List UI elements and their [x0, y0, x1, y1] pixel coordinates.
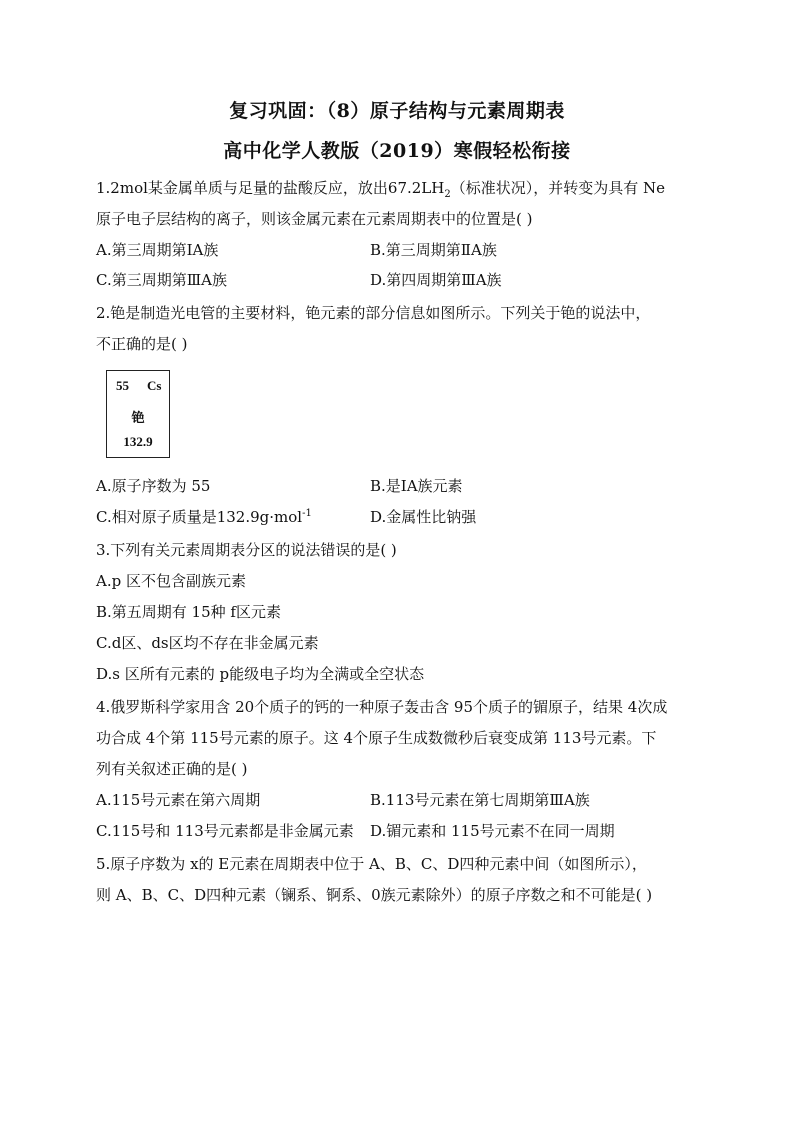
- question-4-option-b: B.113号元素在第七周期第ⅢA族: [370, 791, 590, 809]
- question-1-subscript: 2: [444, 189, 451, 200]
- question-1-line-2: 原子电子层结构的离子，则该金属元素在元素周期表中的位置是( ): [96, 210, 533, 228]
- question-1-line-1: [96, 178, 665, 198]
- question-1-text-a: 1.2mol某金属单质与足量的盐酸反应，放出67.2LH: [96, 179, 445, 197]
- question-1-option-b: B.第三周期第ⅡA族: [370, 241, 497, 259]
- element-info-box: [106, 370, 170, 458]
- question-3-option-b: B.第五周期有 15种 f区元素: [96, 603, 281, 621]
- question-2-option-b: B.是ⅠA族元素: [370, 477, 463, 495]
- atomic-number: 55: [116, 378, 129, 393]
- question-5-line-1: 5.原子序数为 x的 E元素在周期表中位于 A、B、C、D四种元素中间（如图所示），: [96, 855, 647, 873]
- question-1-option-a: A.第三周期第ⅠA族: [96, 241, 219, 259]
- question-1-option-c: C.第三周期第ⅢA族: [96, 271, 228, 289]
- element-symbol: Cs: [147, 378, 162, 393]
- question-2-line-1: 2.铯是制造光电管的主要材料，铯元素的部分信息如图所示。下列关于铯的说法中，: [96, 304, 651, 322]
- question-2-option-c-text: C.相对原子质量是132.9g·mol: [96, 508, 303, 526]
- page-title: 复习巩固：（8）原子结构与元素周期表: [229, 100, 565, 122]
- question-3-option-a: A.p 区不包含副族元素: [96, 572, 246, 590]
- question-5-line-2: 则 A、B、C、D四种元素（镧系、锕系、0族元素除外）的原子序数之和不可能是( ): [96, 886, 653, 904]
- page-subtitle: 高中化学人教版（2019）寒假轻松衔接: [223, 140, 571, 162]
- question-2-line-2: 不正确的是( ): [96, 335, 188, 353]
- question-2-option-a: A.原子序数为 55: [96, 477, 211, 495]
- question-2-superscript: -1: [302, 508, 312, 519]
- question-4-line-2: 功合成 4个第 115号元素的原子。这 4个原子生成数微秒后衰变成第 113号元素。下: [96, 729, 657, 747]
- question-4-option-c: C.115号和 113号元素都是非金属元素: [96, 822, 354, 840]
- question-4-line-1: 4.俄罗斯科学家用含 20个质子的钙的一种原子轰击含 95个质子的镅原子，结果 4次成: [96, 698, 668, 716]
- question-1-text-b: （标准状况），并转变为具有 Ne: [450, 179, 666, 197]
- question-4-option-d: D.镅元素和 115号元素不在同一周期: [370, 822, 615, 840]
- question-2-option-d: D.金属性比钠强: [370, 508, 477, 526]
- question-2-option-c: [96, 507, 312, 527]
- atomic-mass: 132.9: [123, 434, 153, 449]
- question-1-option-d: D.第四周期第ⅢA族: [370, 271, 502, 289]
- question-4-option-a: A.115号元素在第六周期: [96, 791, 261, 809]
- question-4-line-3: 列有关叙述正确的是( ): [96, 760, 248, 778]
- question-3-option-c: C.d区、ds区均不存在非金属元素: [96, 634, 319, 652]
- question-3-stem: 3.下列有关元素周期表分区的说法错误的是( ): [96, 541, 397, 559]
- question-3-option-d: D.s 区所有元素的 p能级电子均为全满或全空状态: [96, 665, 425, 683]
- element-name: 铯: [131, 410, 145, 425]
